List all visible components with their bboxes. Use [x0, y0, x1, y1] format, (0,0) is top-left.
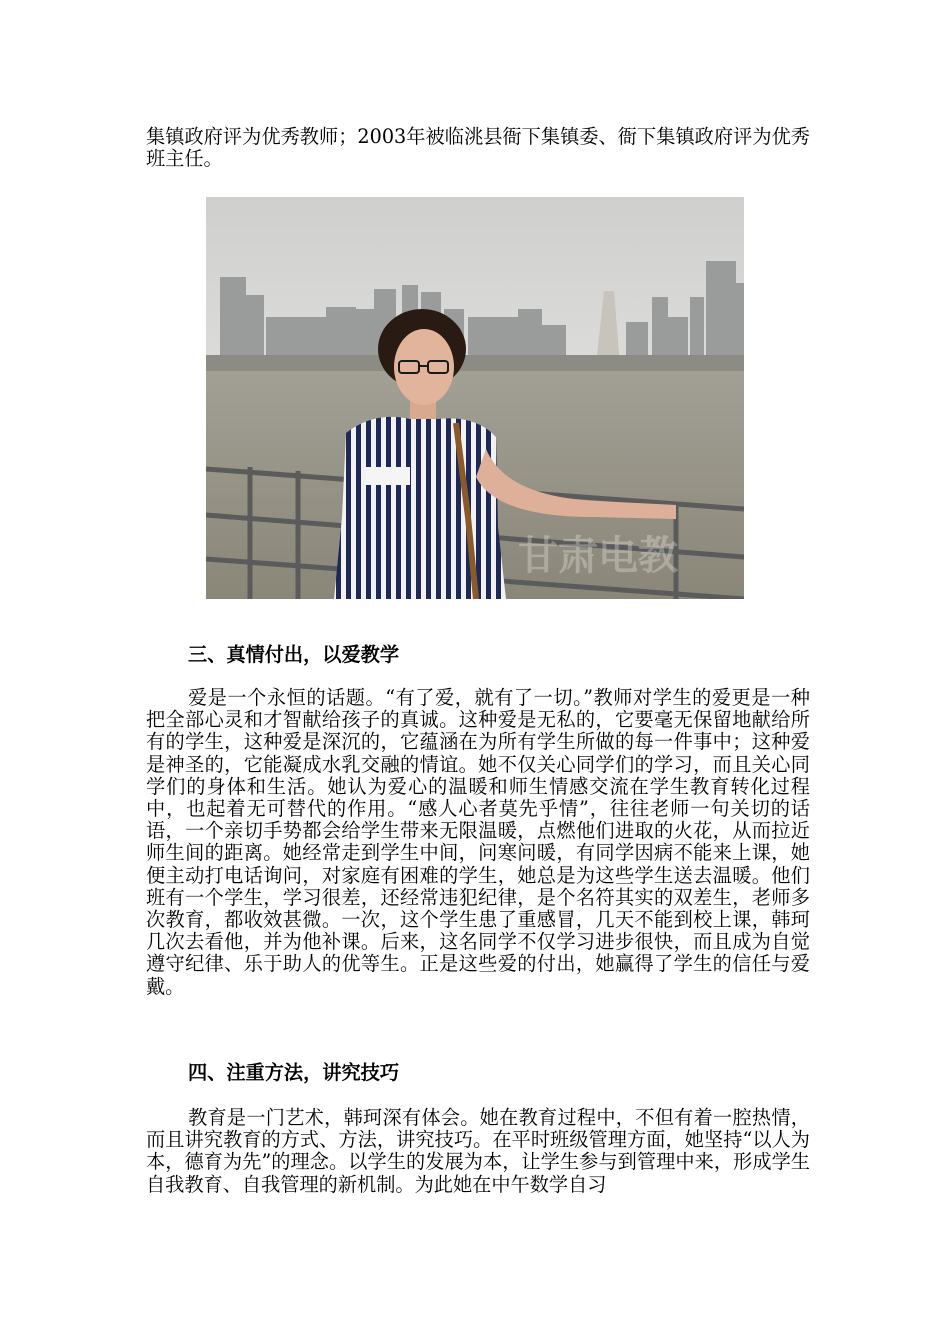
section-4-heading: 四、注重方法，讲究技巧: [188, 1061, 400, 1084]
section-4-body: 教育是一门艺术，韩珂深有体会。她在教育过程中，不但有着一腔热情，而且讲究教育的方式、方法，讲究技巧。在平时班级管理方面，她坚持“以人为本，德育为先”的理念。以学生的发展为本，让学生参与到管理中来，形成学生自我教育、自我管理的新机制。为此她在中午数学自习: [146, 1106, 810, 1196]
photo-teacher-riverside: [206, 197, 744, 599]
section-3-body: 爱是一个永恒的话题。“有了爱，就有了一切。”教师对学生的爱更是一种把全部心灵和才智献给孩子的真诚。这种爱是无私的，它要毫无保留地献给所有的学生，这种爱是深沉的，它蕴涵在为所有学生所做的每一件事中；这种爱是神圣的，它能凝成水乳交融的情谊。她不仅关心同学们的学习，而且关心同学们的身体和生活。她认为爱心的温暖和师生情感交流在学生教育转化过程中，也起着无可替代的作用。“感人心者莫先乎情”，往往老师一句关切的话语，一个亲切手势都会给学生带来无限温暖，点燃他们进取的火花，从而拉近师生间的距离。她经常走到学生中间，问寒问暖，有同学因病不能来上课，她便主动打电话询问，对家庭有困难的学生，她总是为这些学生送去温暖。他们班有一个学生，学习很差，还经常违犯纪律，是个名符其实的双差生，老师多次教育，都收效甚微。一次，这个学生患了重感冒，几天不能到校上课，韩珂几次去看他，并为他补课。后来，这名同学不仅学习进步很快，而且成为自觉遵守纪律、乐于助人的优等生。正是这些爱的付出，她赢得了学生的信任与爱戴。: [146, 686, 810, 998]
photo-watermark: 甘肃电教: [518, 533, 678, 579]
top-paragraph: 集镇政府评为优秀教师；2003年被临洮县衙下集镇委、衙下集镇政府评为优秀班主任。: [146, 125, 810, 171]
section-3-heading: 三、真情付出，以爱教学: [188, 643, 400, 666]
